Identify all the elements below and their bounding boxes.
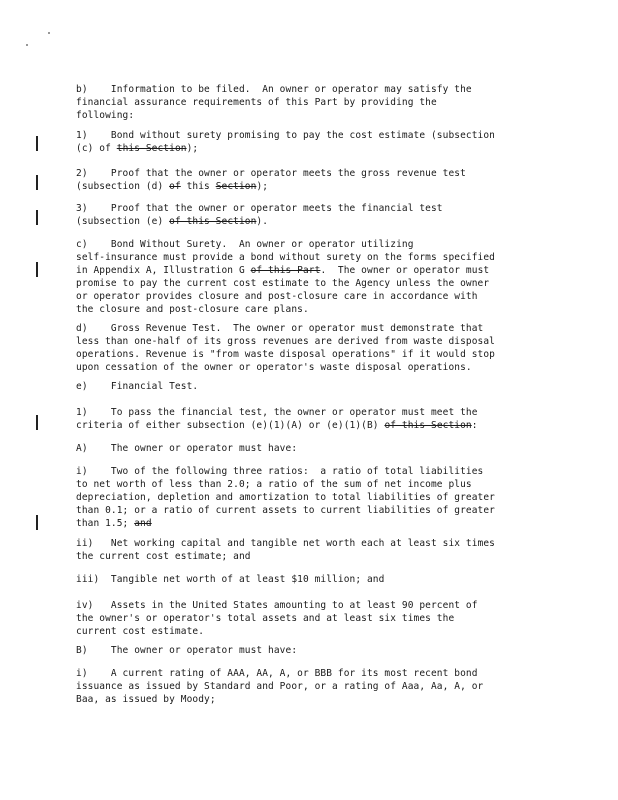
revision-bar <box>36 262 38 277</box>
text-segment: self-insurance must provide a bond without surety on the forms specified <box>76 252 496 263</box>
text-line <box>76 551 251 562</box>
text-segment: iv) Assets in the United States amounting to at least 90 percent of <box>76 600 478 611</box>
text-line <box>76 84 472 95</box>
text-line <box>76 349 495 360</box>
text-segment: Baa, as issued by Moody; <box>76 694 216 705</box>
text-segment: 1) To pass the financial test, the owner or operator must meet the <box>76 407 478 418</box>
deleted-text: Section <box>215 181 257 192</box>
deleted-text: and <box>134 518 152 529</box>
scan-speck <box>48 32 50 34</box>
text-segment: this <box>180 181 216 192</box>
text-segment: or operator provides closure and post-closure care in accordance with <box>76 291 478 302</box>
text-line <box>76 336 495 347</box>
deleted-text: of this Part <box>250 265 321 276</box>
revision-bar <box>36 415 38 430</box>
text-line <box>76 304 309 315</box>
text-line <box>76 466 483 477</box>
text-segment: criteria of either subsection (e)(1)(A) or (e)(1)(B) <box>76 420 385 431</box>
text-line <box>76 600 478 611</box>
text-segment: 1) Bond without surety promising to pay the cost estimate (subsection <box>76 130 496 141</box>
text-segment: ii) Net working capital and tangible net worth each at least six times <box>76 538 496 549</box>
deleted-text: this Section <box>116 143 187 154</box>
text-segment: 3) Proof that the owner or operator meets the financial test <box>76 203 443 214</box>
text-line <box>76 694 216 705</box>
text-segment: to net worth of less than 2.0; a ratio of the sum of net income plus <box>76 479 472 490</box>
text-line <box>76 168 466 179</box>
text-line <box>76 668 478 679</box>
text-segment: b) Information to be filed. An owner or operator may satisfy the <box>76 84 472 95</box>
text-segment: 2) Proof that the owner or operator meets the gross revenue test <box>76 168 466 179</box>
text-line <box>76 181 268 192</box>
text-line <box>76 492 495 503</box>
text-segment: B) The owner or operator must have: <box>76 645 298 656</box>
revision-bar <box>36 210 38 225</box>
text-line <box>76 613 454 624</box>
text-segment: than 1.5; <box>76 518 135 529</box>
text-line <box>76 110 134 121</box>
text-line <box>76 381 198 392</box>
revision-bar <box>36 175 38 190</box>
text-line <box>76 362 472 373</box>
text-segment: upon cessation of the owner or operator's waste disposal operations. <box>76 362 472 373</box>
text-segment: the owner's or operator's total assets and at least six times the <box>76 613 455 624</box>
text-segment: ); <box>186 143 199 154</box>
text-segment: iii) Tangible net worth of at least $10 million; and <box>76 574 385 585</box>
text-line <box>76 574 384 585</box>
text-segment: i) Two of the following three ratios: a ratio of total liabilities <box>76 466 484 477</box>
text-line <box>76 407 478 418</box>
text-line <box>76 645 297 656</box>
text-segment: (subsection (d) <box>76 181 170 192</box>
text-line <box>76 420 478 431</box>
text-segment: (c) of <box>76 143 117 154</box>
text-segment: d) Gross Revenue Test. The owner or operator must demonstrate that <box>76 323 484 334</box>
text-segment: the closure and post-closure care plans. <box>76 304 309 315</box>
scan-speck <box>26 44 28 46</box>
text-segment: following: <box>76 110 135 121</box>
text-segment: issuance as issued by Standard and Poor, or a rating of Aaa, Aa, A, or <box>76 681 484 692</box>
text-segment: . The owner or operator must <box>320 265 490 276</box>
text-segment: (subsection (e) <box>76 216 170 227</box>
text-segment: i) A current rating of AAA, AA, A, or BBB for its most recent bond <box>76 668 478 679</box>
text-line <box>76 479 472 490</box>
text-segment: : <box>471 420 478 431</box>
deleted-text: of <box>169 181 181 192</box>
text-segment: ); <box>256 181 269 192</box>
text-segment: operations. Revenue is "from waste disposal operations" if it would stop <box>76 349 496 360</box>
text-line <box>76 505 495 516</box>
text-segment: in Appendix A, Illustration G <box>76 265 251 276</box>
revision-bar <box>36 136 38 151</box>
text-line <box>76 203 443 214</box>
text-line <box>76 278 489 289</box>
text-line <box>76 216 268 227</box>
deleted-text: of this Section <box>169 216 257 227</box>
text-line <box>76 681 483 692</box>
text-segment: A) The owner or operator must have: <box>76 443 298 454</box>
text-segment: ). <box>256 216 269 227</box>
text-line <box>76 626 204 637</box>
text-line <box>76 239 414 250</box>
text-segment: current cost estimate. <box>76 626 205 637</box>
text-line <box>76 143 198 154</box>
text-line <box>76 97 437 108</box>
text-segment: the current cost estimate; and <box>76 551 251 562</box>
text-line <box>76 252 495 263</box>
text-line <box>76 130 495 141</box>
text-line <box>76 443 297 454</box>
text-segment: than 0.1; or a ratio of current assets to current liabilities of greater <box>76 505 496 516</box>
text-segment: financial assurance requirements of this Part by providing the <box>76 97 437 108</box>
text-line <box>76 323 483 334</box>
text-segment: depreciation, depletion and amortization to total liabilities of greater <box>76 492 496 503</box>
text-segment: c) Bond Without Surety. An owner or operator utilizing <box>76 239 414 250</box>
text-segment: promise to pay the current cost estimate to the Agency unless the owner <box>76 278 490 289</box>
text-line <box>76 518 152 529</box>
text-line <box>76 538 495 549</box>
deleted-text: of this Section <box>384 420 472 431</box>
text-line <box>76 291 478 302</box>
revision-bar <box>36 515 38 530</box>
text-segment: less than one-half of its gross revenues are derived from waste disposal <box>76 336 496 347</box>
text-segment: e) Financial Test. <box>76 381 199 392</box>
text-line <box>76 265 489 276</box>
